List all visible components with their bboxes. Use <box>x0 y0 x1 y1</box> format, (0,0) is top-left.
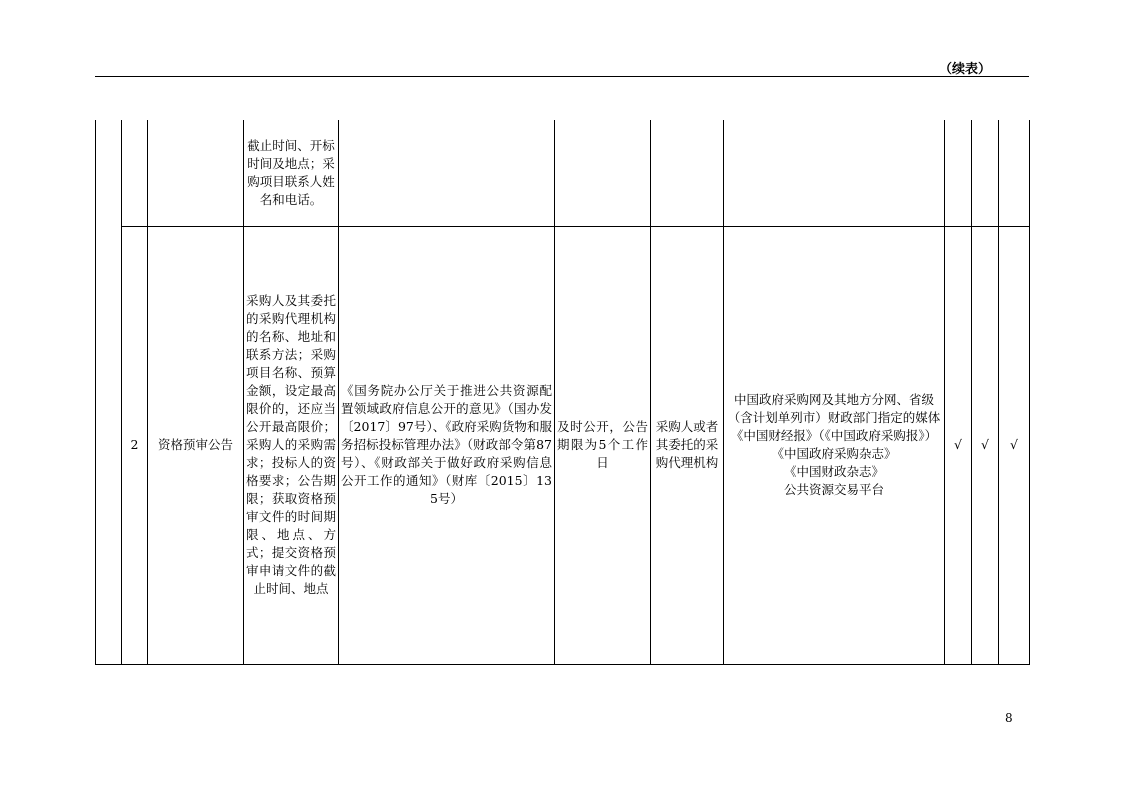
basis-cell-empty <box>339 120 555 226</box>
check-cell-empty-2 <box>972 120 999 226</box>
index-cell: 2 <box>122 226 148 664</box>
continuation-label: （续表） <box>938 62 991 77</box>
header-rule <box>95 76 1029 77</box>
content-cell-continued: 截止时间、开标时间及地点；采购项目联系人姓名和电话。 <box>244 120 339 226</box>
subject-cell-empty <box>651 120 724 226</box>
check-mark-cell-2: √ <box>972 226 999 664</box>
index-cell-empty <box>122 120 148 226</box>
basis-cell: 《国务院办公厅关于推进公共资源配置领域政府信息公开的意见》（国办发〔2017〕97号）、《政府采购货物和服务招标投标管理办法》（财政部令第87号）、《财政部关于做好政府采购信息公开工作的通知》（财库〔2015〕135号） <box>339 226 555 664</box>
table-row <box>96 226 1030 664</box>
channel-cell-empty <box>724 120 945 226</box>
channel-cell <box>724 226 945 664</box>
check-cell-empty-3 <box>999 120 1030 226</box>
channel-line: 《中国政府采购杂志》 <box>771 446 897 461</box>
timing-cell-empty <box>555 120 651 226</box>
check-cell-empty-1 <box>945 120 972 226</box>
item-cell-empty <box>148 120 244 226</box>
channel-line: 《中国财政杂志》 <box>783 464 884 479</box>
content-cell: 采购人及其委托的采购代理机构的名称、地址和联系方法；采购项目名称、预算金额，设定最高限价的，还应当公开最高限价；采购人的采购需求；投标人的资格要求；公告期限；获取资格预审文件的时间期限、地点、方式；提交资格预审申请文件的截止时间、地点 <box>244 226 339 664</box>
check-mark-cell-3: √ <box>999 226 1030 664</box>
table-row-continued <box>96 120 1030 226</box>
subject-cell: 采购人或者其委托的采购代理机构 <box>651 226 724 664</box>
timing-cell: 及时公开，公告期限为5个工作日 <box>555 226 651 664</box>
channel-line: 中国政府采购网及其地方分网、省级（含计划单列市）财政部门指定的媒体 <box>727 392 941 425</box>
disclosure-table <box>95 120 1030 665</box>
item-cell: 资格预审公告 <box>148 226 244 664</box>
check-mark-cell-1: √ <box>945 226 972 664</box>
channel-line: 公共资源交易平台 <box>783 482 884 497</box>
channel-line: 《中国财经报》（《中国政府采购报》） <box>730 428 938 443</box>
category-cell <box>96 120 122 664</box>
page-number: 8 <box>1005 711 1013 725</box>
